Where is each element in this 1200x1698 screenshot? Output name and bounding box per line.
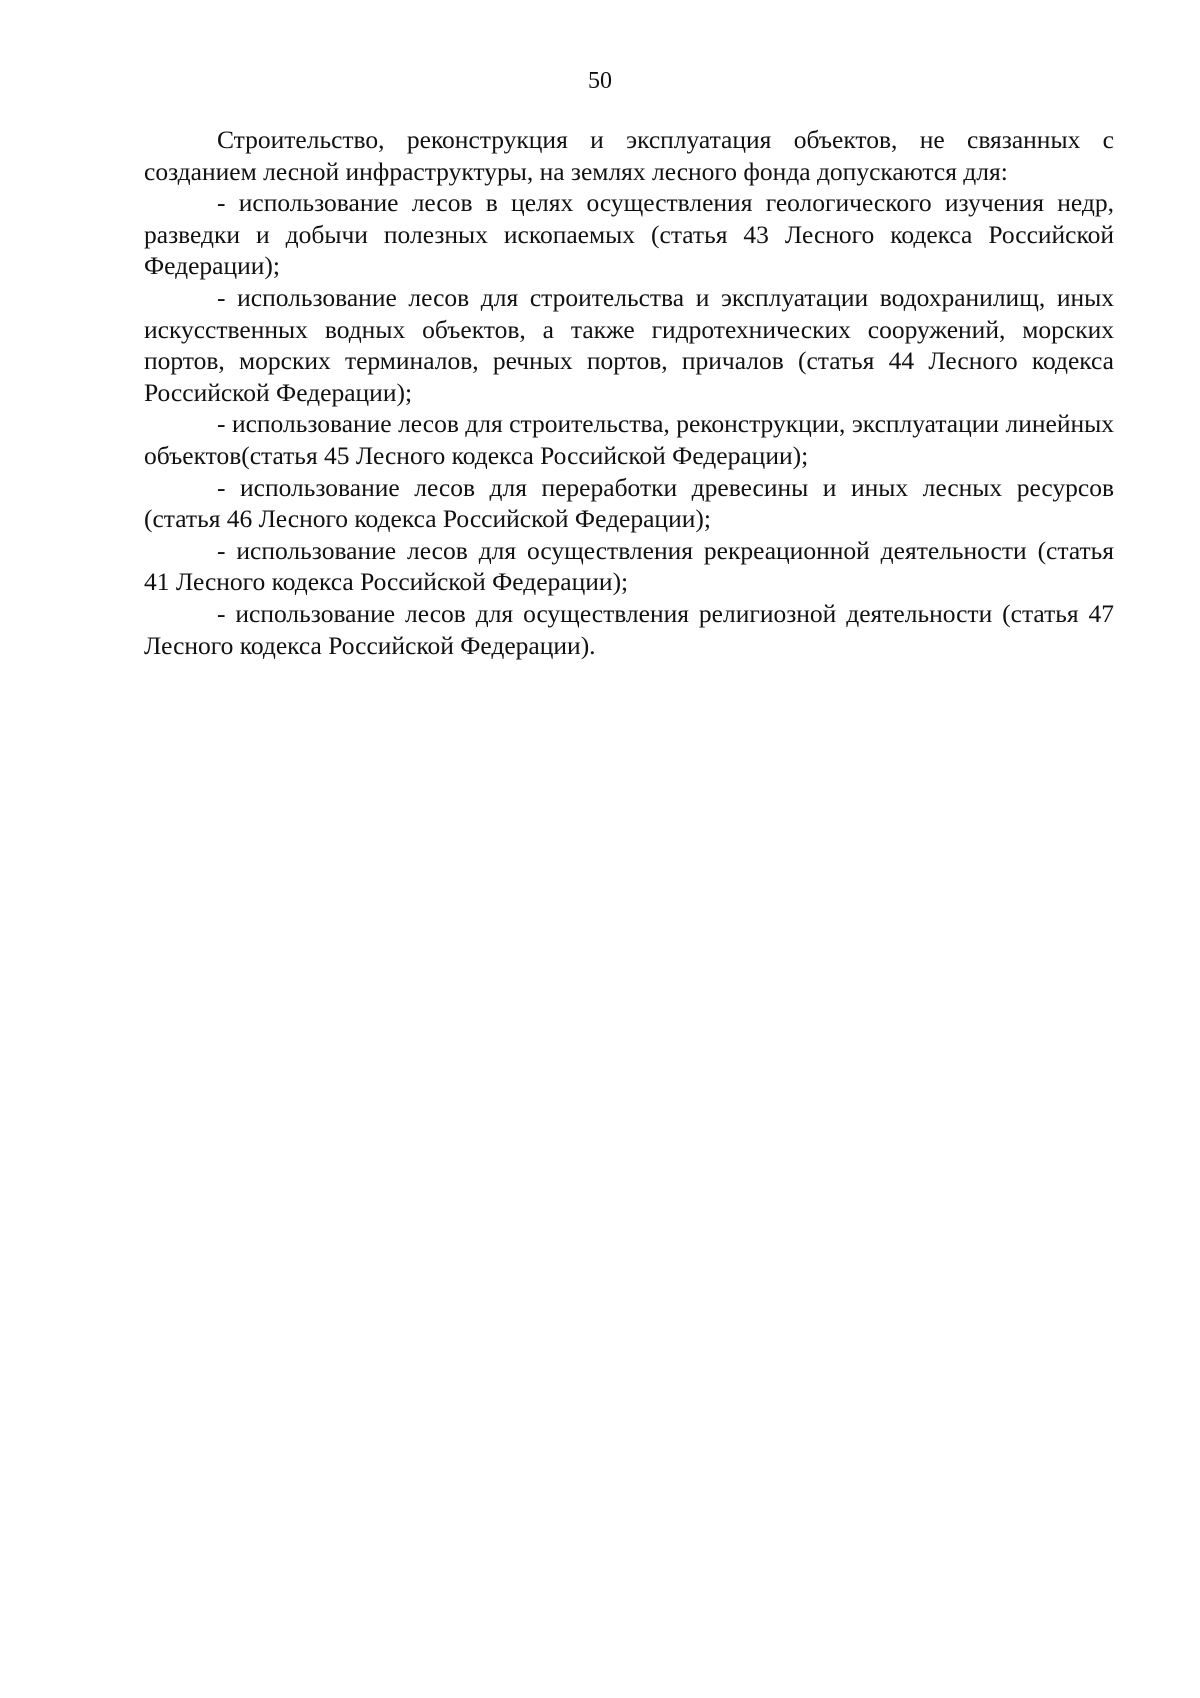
list-item-geological-study: - использование лесов в целях осуществления геологического изучения недр, разведки и добычи полезных ископаемых (статья 43 Лесного кодекса Российской Федерации); (144, 188, 1114, 281)
list-item-recreation: - использование лесов для осуществления рекреационной деятельности (статья 41 Лесного кодекса Российской Федерации); (144, 535, 1114, 597)
list-item-water-objects: - использование лесов для строительства и эксплуатации водохранилищ, иных искусственных водных объектов, а также гидротехнических сооружений, морских портов, морских терминалов, речных портов, причалов (статья 44 Лесного кодекса Российской Федерации); (144, 282, 1114, 407)
list-item-religious: - использование лесов для осуществления религиозной деятельности (статья 47 Лесного кодекса Российской Федерации). (144, 598, 1114, 660)
list-item-wood-processing: - использование лесов для переработки древесины и иных лесных ресурсов (статья 46 Лесного кодекса Российской Федерации); (144, 472, 1114, 534)
intro-paragraph: Строительство, реконструкция и эксплуатация объектов, не связанных с созданием лесной инфраструктуры, на землях лесного фонда допускаются для: (144, 125, 1114, 186)
list-item-linear-objects: - использование лесов для строительства, реконструкции, эксплуатации линейных объектов(статья 45 Лесного кодекса Российской Федерации); (144, 409, 1114, 470)
page-number: 50 (588, 68, 612, 94)
document-body (144, 124, 1114, 661)
